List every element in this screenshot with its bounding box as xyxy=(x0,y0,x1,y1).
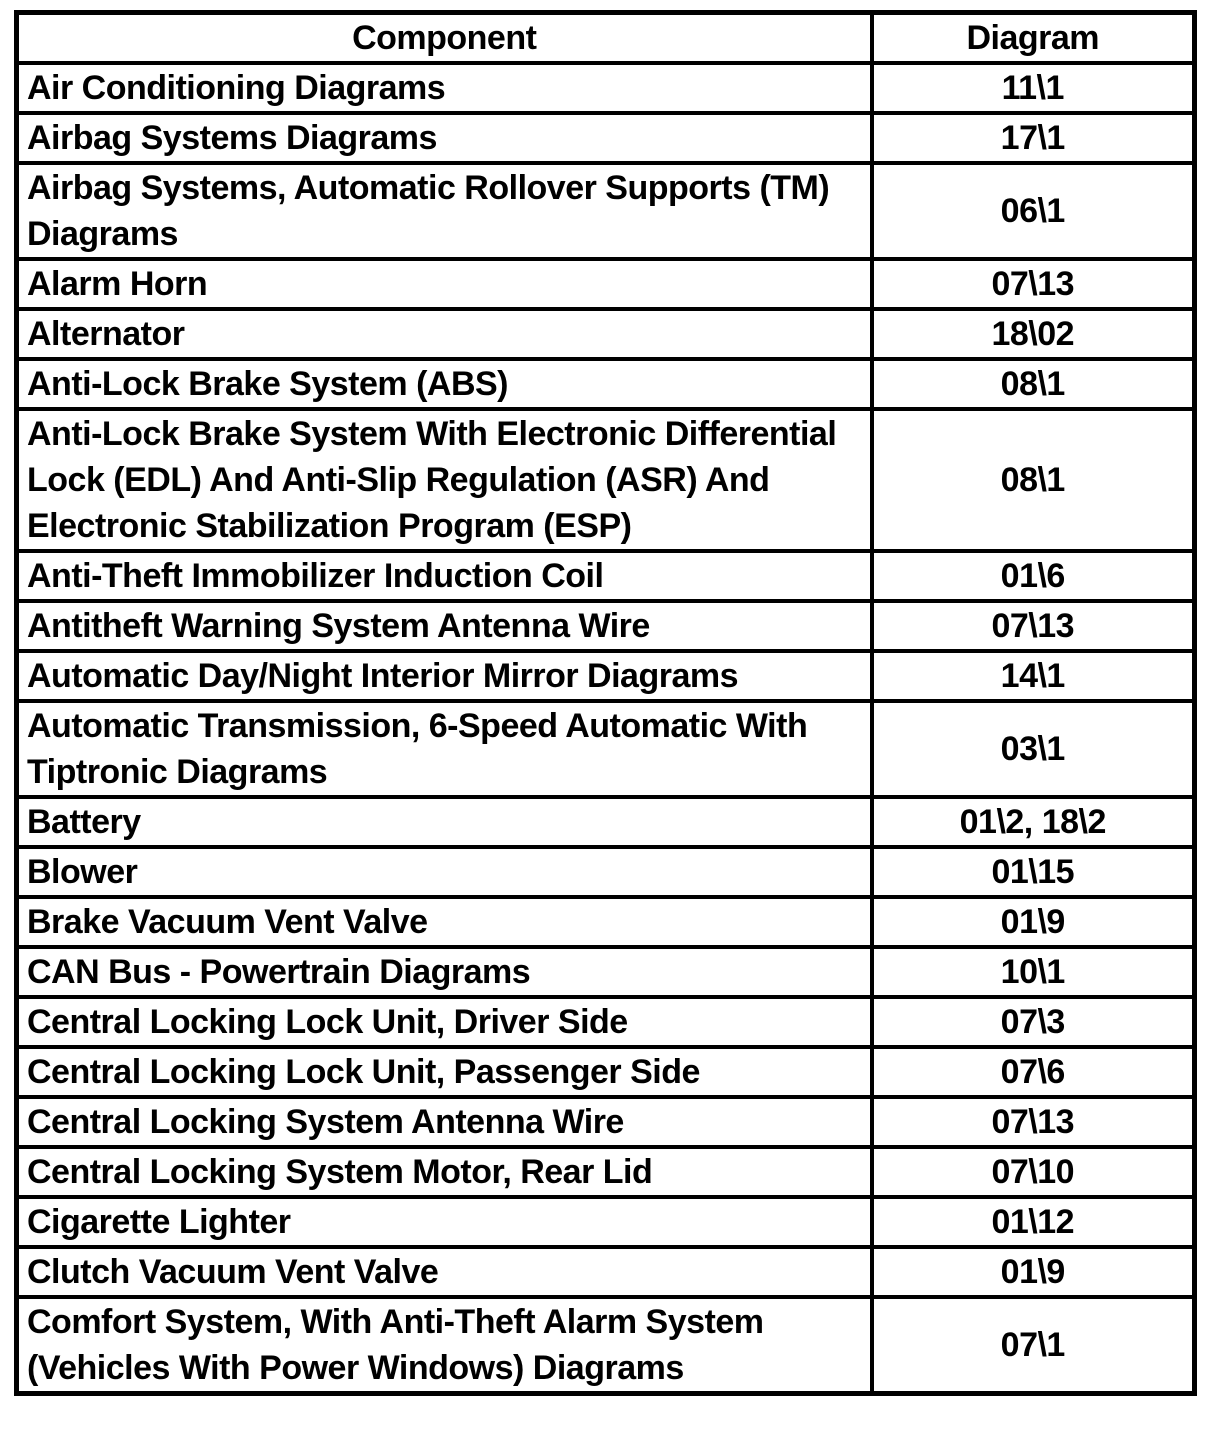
table-row xyxy=(17,997,1195,1047)
table-row xyxy=(17,551,1195,601)
diagram-cell: 10\1 xyxy=(872,947,1195,997)
diagram-cell: 18\02 xyxy=(872,309,1195,359)
table-row xyxy=(17,113,1195,163)
diagram-cell: 01\9 xyxy=(872,897,1195,947)
component-cell: Antitheft Warning System Antenna Wire xyxy=(17,601,872,651)
component-cell: Alternator xyxy=(17,309,872,359)
diagram-cell: 07\13 xyxy=(872,601,1195,651)
table-row xyxy=(17,163,1195,259)
diagram-cell: 03\1 xyxy=(872,701,1195,797)
component-cell: Anti-Lock Brake System (ABS) xyxy=(17,359,872,409)
table-row xyxy=(17,1047,1195,1097)
table-row xyxy=(17,63,1195,113)
table-row xyxy=(17,1147,1195,1197)
table-row xyxy=(17,797,1195,847)
table-row xyxy=(17,847,1195,897)
component-cell: Battery xyxy=(17,797,872,847)
component-cell: CAN Bus - Powertrain Diagrams xyxy=(17,947,872,997)
component-cell: Alarm Horn xyxy=(17,259,872,309)
component-cell: Comfort System, With Anti-Theft Alarm System (Vehicles With Power Windows) Diagrams xyxy=(17,1297,872,1394)
diagram-cell: 01\12 xyxy=(872,1197,1195,1247)
component-cell: Blower xyxy=(17,847,872,897)
diagram-cell: 07\10 xyxy=(872,1147,1195,1197)
component-cell: Automatic Day/Night Interior Mirror Diagrams xyxy=(17,651,872,701)
component-cell: Anti-Lock Brake System With Electronic Differential Lock (EDL) And Anti-Slip Regulation (ASR) And Electronic Stabilization Program (ESP) xyxy=(17,409,872,551)
table-row xyxy=(17,601,1195,651)
table-row xyxy=(17,701,1195,797)
diagram-cell: 08\1 xyxy=(872,409,1195,551)
component-cell: Cigarette Lighter xyxy=(17,1197,872,1247)
column-header-component: Component xyxy=(17,13,872,64)
component-diagram-table xyxy=(14,10,1197,1396)
component-cell: Clutch Vacuum Vent Valve xyxy=(17,1247,872,1297)
table-row xyxy=(17,359,1195,409)
diagram-cell: 01\6 xyxy=(872,551,1195,601)
diagram-cell: 07\6 xyxy=(872,1047,1195,1097)
diagram-cell: 01\9 xyxy=(872,1247,1195,1297)
component-cell: Central Locking System Antenna Wire xyxy=(17,1097,872,1147)
diagram-cell: 07\3 xyxy=(872,997,1195,1047)
diagram-cell: 01\15 xyxy=(872,847,1195,897)
diagram-cell: 07\1 xyxy=(872,1297,1195,1394)
table-row xyxy=(17,309,1195,359)
table-row xyxy=(17,1247,1195,1297)
diagram-cell: 07\13 xyxy=(872,259,1195,309)
table-row xyxy=(17,1197,1195,1247)
component-cell: Airbag Systems, Automatic Rollover Supports (TM) Diagrams xyxy=(17,163,872,259)
diagram-cell: 06\1 xyxy=(872,163,1195,259)
component-cell: Airbag Systems Diagrams xyxy=(17,113,872,163)
diagram-cell: 17\1 xyxy=(872,113,1195,163)
diagram-cell: 14\1 xyxy=(872,651,1195,701)
table-row xyxy=(17,897,1195,947)
component-cell: Brake Vacuum Vent Valve xyxy=(17,897,872,947)
component-cell: Central Locking System Motor, Rear Lid xyxy=(17,1147,872,1197)
table-header-row xyxy=(17,13,1195,64)
diagram-cell: 11\1 xyxy=(872,63,1195,113)
component-cell: Air Conditioning Diagrams xyxy=(17,63,872,113)
component-cell: Anti-Theft Immobilizer Induction Coil xyxy=(17,551,872,601)
column-header-diagram: Diagram xyxy=(872,13,1195,64)
diagram-cell: 08\1 xyxy=(872,359,1195,409)
table-row xyxy=(17,947,1195,997)
table-row xyxy=(17,1097,1195,1147)
diagram-cell: 07\13 xyxy=(872,1097,1195,1147)
table-row xyxy=(17,259,1195,309)
diagram-cell: 01\2, 18\2 xyxy=(872,797,1195,847)
table-row xyxy=(17,1297,1195,1394)
component-cell: Central Locking Lock Unit, Passenger Side xyxy=(17,1047,872,1097)
component-cell: Automatic Transmission, 6-Speed Automatic With Tiptronic Diagrams xyxy=(17,701,872,797)
table-row xyxy=(17,409,1195,551)
component-cell: Central Locking Lock Unit, Driver Side xyxy=(17,997,872,1047)
table-row xyxy=(17,651,1195,701)
